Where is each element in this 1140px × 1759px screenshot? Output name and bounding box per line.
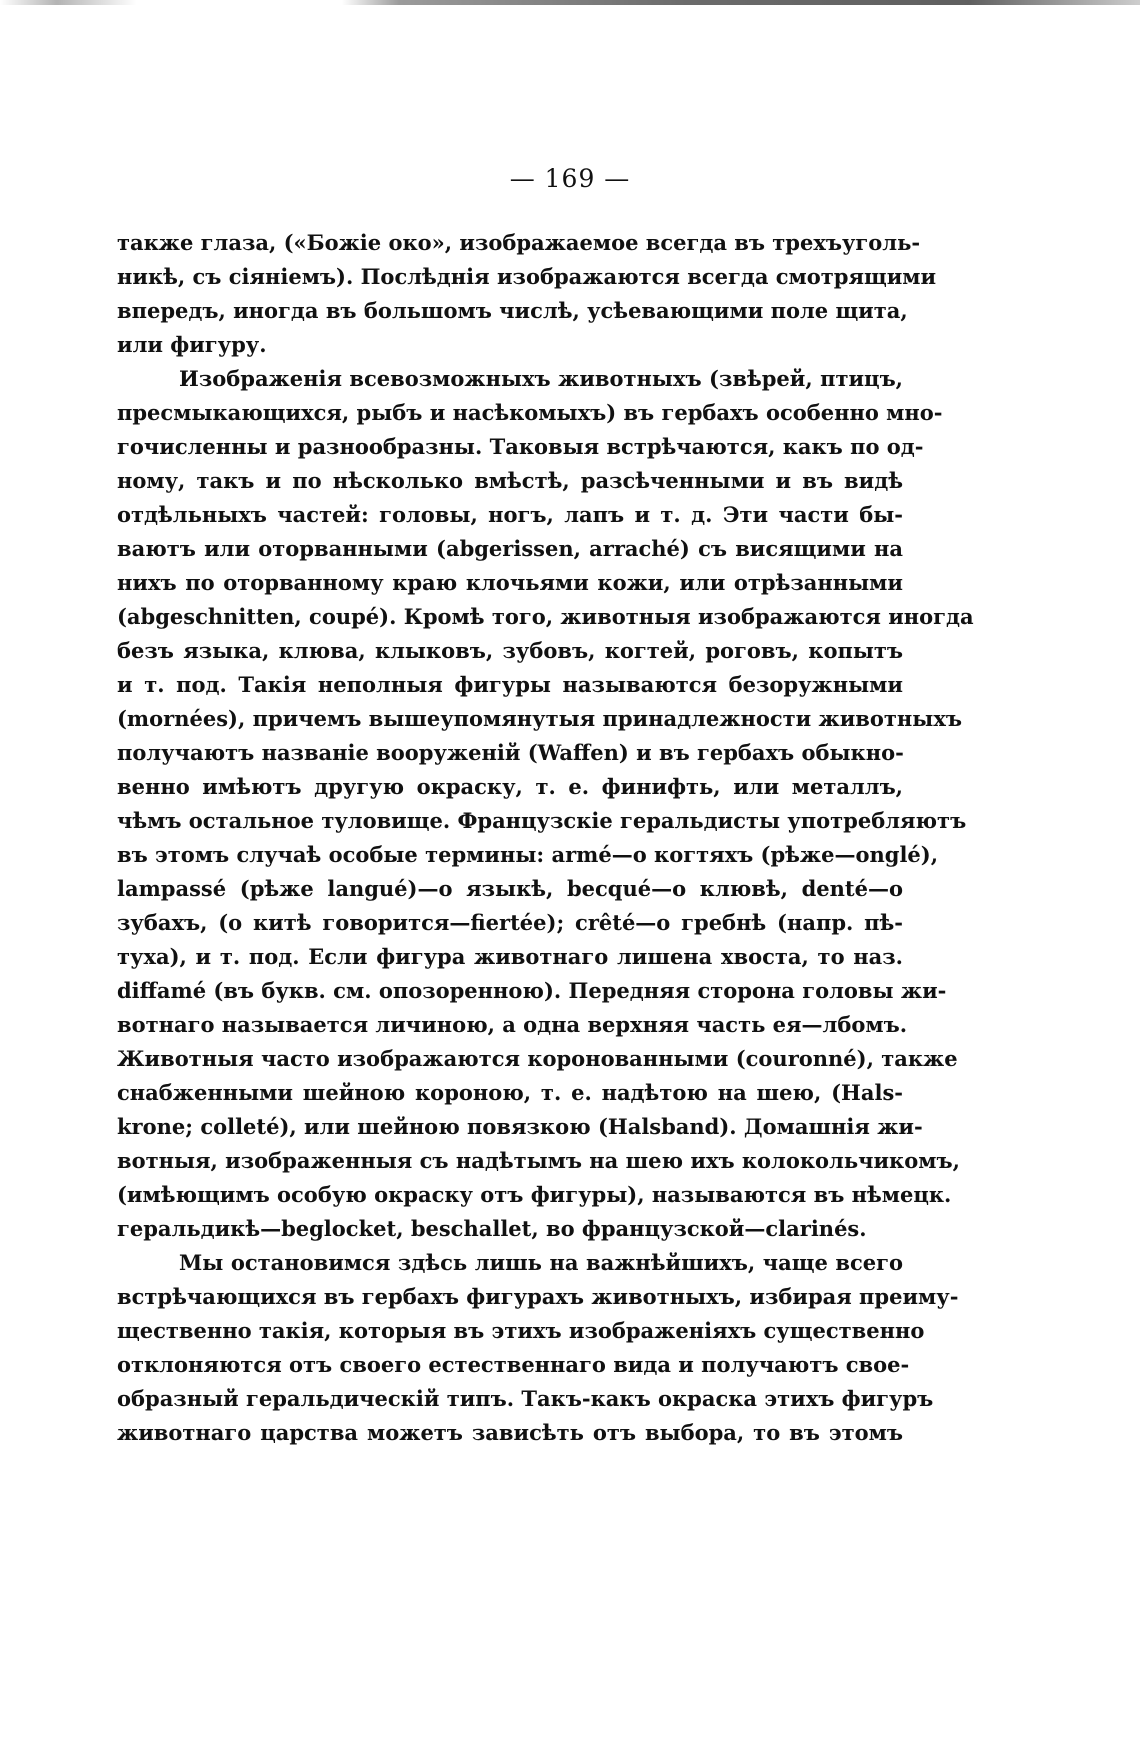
text-line-16: получаютъ названіе вооруженій (Waffen) и въ гербахъ обыкно-	[117, 740, 904, 765]
page-number: — 169 —	[509, 164, 631, 193]
text-line-21: зубахъ, (о китѣ говорится—fiertée); crêté—о гребнѣ (напр. пѣ-	[117, 910, 903, 935]
text-line-30: геральдикѣ—beglocket, beschallet, во французской—clarinés.	[117, 1216, 867, 1241]
text-line-36: животнаго царства можетъ зависѣть отъ выбора, то въ этомъ	[117, 1420, 903, 1445]
text-line-22: туха), и т. под. Если фигура животнаго лишена хвоста, то наз.	[117, 944, 903, 969]
text-line-33: щественно такія, которыя въ этихъ изображеніяхъ существенно	[117, 1318, 925, 1343]
text-line-4: или фигуру.	[117, 332, 267, 357]
text-line-5: Изображенія всевозможныхъ животныхъ (звѣрей, птицъ,	[179, 366, 903, 391]
text-line-13: безъ языка, клюва, клыковъ, зубовъ, когтей, роговъ, копытъ	[117, 638, 903, 663]
text-line-27: krone; colleté), или шейною повязкою (Halsband). Домашнія жи-	[117, 1114, 923, 1139]
text-line-9: отдѣльныхъ частей: головы, ногъ, лапъ и т. д. Эти части бы-	[117, 502, 903, 527]
text-line-17: венно имѣютъ другую окраску, т. е. финифть, или металлъ,	[117, 774, 903, 799]
text-line-3: впередъ, иногда въ большомъ числѣ, усѣевающими поле щита,	[117, 298, 908, 323]
text-line-31: Мы остановимся здѣсь лишь на важнѣйшихъ, чаще всего	[179, 1250, 903, 1275]
text-line-8: ному, такъ и по нѣсколько вмѣстѣ, разсѣченными и въ видѣ	[117, 468, 903, 493]
text-line-12: (abgeschnitten, coupé). Кромѣ того, животныя изображаются иногда	[117, 604, 974, 629]
text-line-34: отклоняются отъ своего естественнаго вида и получаютъ свое-	[117, 1352, 910, 1377]
text-line-26: снабженными шейною короною, т. е. надѣтою на шею, (Hals-	[117, 1080, 903, 1105]
text-line-15: (mornées), причемъ вышеупомянутыя принадлежности животныхъ	[117, 706, 962, 731]
text-line-35: образный геральдическій типъ. Такъ-какъ окраска этихъ фигуръ	[117, 1386, 934, 1411]
text-line-14: и т. под. Такія неполныя фигуры называются безоружными	[117, 672, 903, 697]
text-line-25: Животныя часто изображаются коронованными (couronné), также	[117, 1046, 958, 1071]
text-line-32: встрѣчающихся въ гербахъ фигурахъ животныхъ, избирая преиму-	[117, 1284, 959, 1309]
text-line-23: diffamé (въ букв. см. опозоренною). Передняя сторона головы жи-	[117, 978, 947, 1003]
text-line-10: ваютъ или оторванными (abgerissen, arraché) съ висящими на	[117, 536, 903, 561]
text-line-2: никѣ, съ сіяніемъ). Послѣднія изображаются всегда смотрящими	[117, 264, 937, 289]
text-line-29: (имѣющимъ особую окраску отъ фигуры), называются въ нѣмецк.	[117, 1182, 952, 1207]
text-line-7: гочисленны и разнообразны. Таковыя встрѣчаются, какъ по од-	[117, 434, 924, 459]
text-line-20: lampassé (рѣже langué)—о языкѣ, becqué—о клювѣ, denté—о	[117, 876, 903, 901]
text-line-6: пресмыкающихся, рыбъ и насѣкомыхъ) въ гербахъ особенно мно-	[117, 400, 943, 425]
text-line-28: вотныя, изображенныя съ надѣтымъ на шею ихъ колокольчикомъ,	[117, 1148, 960, 1173]
text-line-18: чѣмъ остальное туловище. Французскіе геральдисты употребляютъ	[117, 808, 967, 833]
text-line-1: также глаза, («Божіе око», изображаемое всегда въ трехъуголь-	[117, 230, 921, 255]
text-line-19: въ этомъ случаѣ особые термины: armé—о когтяхъ (рѣже—onglé),	[117, 842, 939, 867]
scan-edge-mark	[0, 0, 1140, 5]
text-line-11: нихъ по оторванному краю клочьями кожи, или отрѣзанными	[117, 570, 903, 595]
text-line-24: вотнаго называется личиною, а одна верхняя часть ея—лбомъ.	[117, 1012, 908, 1037]
